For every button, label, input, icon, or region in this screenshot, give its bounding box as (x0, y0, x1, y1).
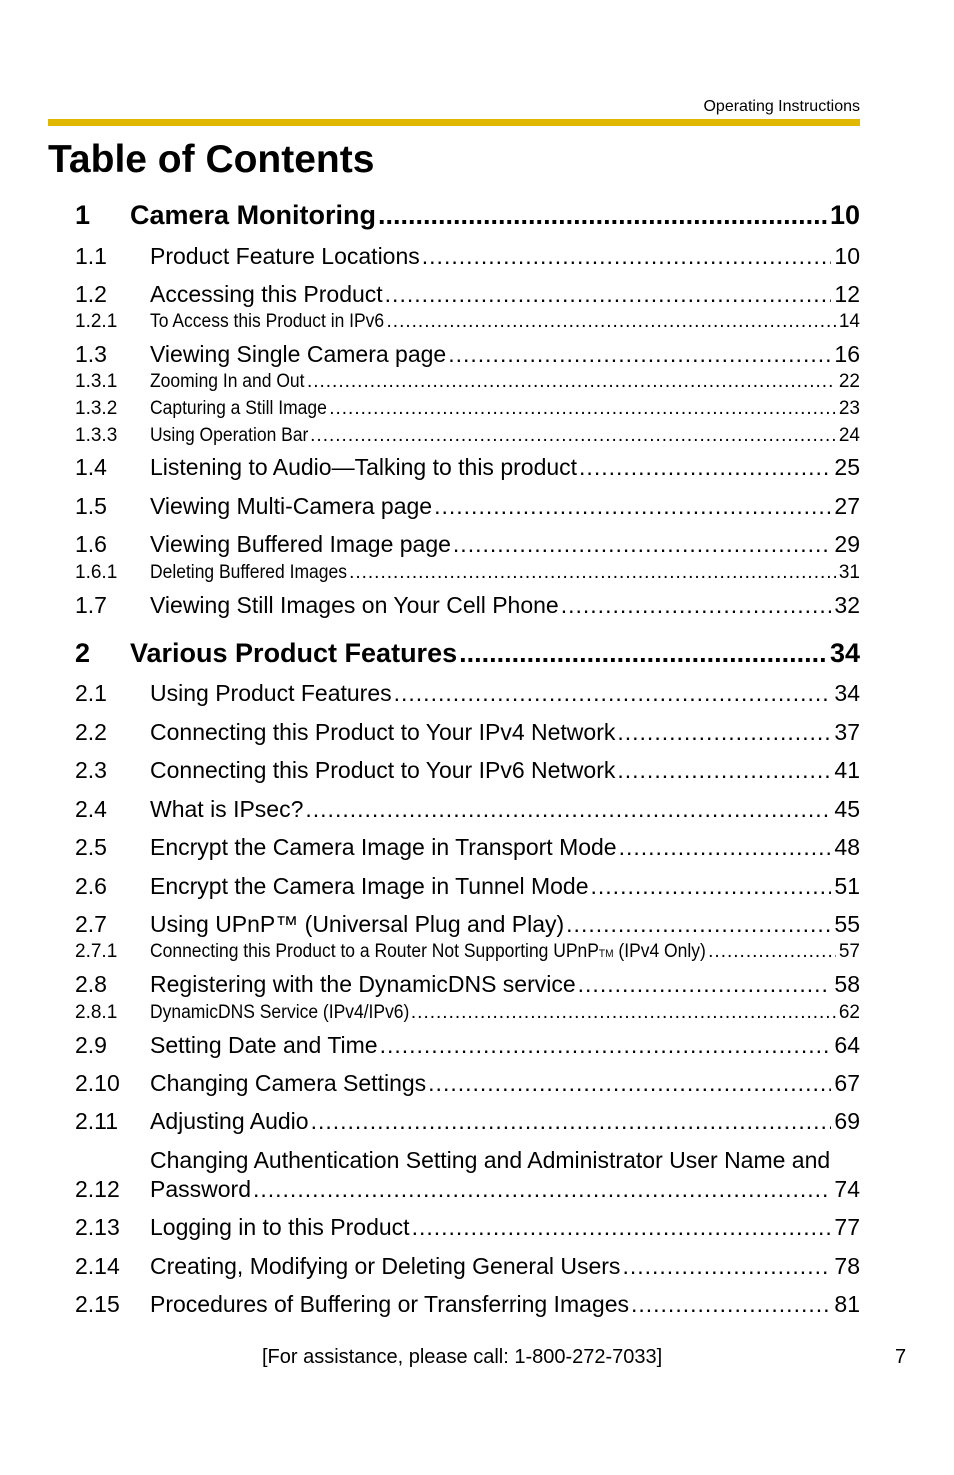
toc-entry-page: 22 (838, 371, 860, 392)
toc-entry-title (150, 425, 308, 447)
toc-entry-title (150, 834, 617, 861)
title-text: Using Product Features (150, 680, 392, 706)
toc-entry-number: 2.3 (75, 757, 107, 783)
title-text: Changing Camera Settings (150, 1070, 427, 1096)
page-number: 7 (895, 1346, 907, 1368)
title-text: Zooming In and Out (150, 371, 305, 392)
toc-entry-title (150, 493, 432, 520)
toc-entry[interactable] (75, 1291, 860, 1318)
toc-entry-number: 2.10 (75, 1070, 120, 1096)
toc-entry[interactable] (75, 1032, 860, 1059)
toc-entry-title (150, 531, 451, 558)
dot-leader (385, 281, 832, 308)
toc-entry[interactable] (75, 1176, 860, 1203)
toc-entry[interactable] (75, 1253, 860, 1280)
toc-entry-number: 1.4 (75, 454, 107, 480)
dot-leader (434, 493, 831, 520)
toc-entry-number: 2.8.1 (75, 1002, 118, 1023)
toc-entry-title-line1: Changing Authentication Setting and Administrator User Name and (150, 1147, 831, 1173)
title-text: Connecting this Product to a Router Not Supporting UPnP (150, 941, 599, 962)
title-text: Viewing Single Camera page (150, 341, 447, 367)
title-text: Viewing Still Images on Your Cell Phone (150, 592, 559, 618)
dot-leader (708, 941, 836, 963)
dot-leader (411, 1002, 836, 1024)
title-text: Connecting this Product to Your IPv4 Network (150, 719, 616, 745)
toc-entry-title (150, 941, 706, 963)
toc-entry-number: 1 (75, 200, 91, 230)
toc-entry-number: 1.3.2 (75, 398, 118, 419)
title-text: Creating, Modifying or Deleting General Users (150, 1253, 621, 1279)
toc-entry[interactable] (75, 834, 860, 861)
toc-entry[interactable] (75, 341, 860, 368)
title-text: Connecting this Product to Your IPv6 Network (150, 757, 616, 783)
dot-leader (631, 1291, 831, 1318)
toc-entry-title (150, 454, 577, 481)
toc-entry-page: 14 (838, 311, 860, 332)
toc-entry[interactable] (75, 1070, 860, 1097)
toc-entry-number: 2.6 (75, 873, 107, 899)
header-rule (48, 119, 860, 126)
toc-entry[interactable] (75, 911, 860, 938)
toc-entry-title (150, 680, 392, 707)
toc-entry[interactable] (75, 425, 860, 447)
toc-entry-number: 1.1 (75, 243, 107, 269)
title-text: Product Feature Locations (150, 243, 420, 269)
toc-entry[interactable] (75, 796, 860, 823)
toc-entry-number: 2.14 (75, 1253, 120, 1279)
dot-leader (617, 757, 831, 784)
toc-entry-number: 1.2.1 (75, 311, 118, 332)
title-text: Capturing a Still Image (150, 398, 327, 419)
toc-entry[interactable] (75, 971, 860, 998)
toc-entry-page: 37 (834, 719, 860, 745)
toc-entry-page: 62 (838, 1002, 860, 1023)
toc-entry[interactable] (75, 1002, 860, 1024)
toc-entry-page: 41 (834, 757, 860, 783)
toc-entry-number: 1.3.3 (75, 425, 118, 446)
title-text: Camera Monitoring (130, 200, 377, 230)
dot-leader (617, 719, 831, 746)
dot-leader (453, 531, 831, 558)
toc-entry-title (150, 398, 327, 420)
toc-entry-page: 23 (838, 398, 860, 419)
toc-entry[interactable] (75, 311, 860, 333)
title-suffix: (IPv4 Only) (613, 941, 706, 962)
toc-entry[interactable] (75, 371, 860, 393)
toc-entry-page: 48 (834, 834, 860, 860)
title-text: Adjusting Audio (150, 1108, 309, 1134)
toc-entry-number: 1.6.1 (75, 562, 118, 583)
toc-entry-number: 2.7 (75, 911, 107, 937)
title-text: What is IPsec? (150, 796, 304, 822)
toc-entry-title (130, 200, 376, 231)
toc-entry-page: 12 (834, 281, 860, 307)
toc-entry-page: 24 (838, 425, 860, 446)
dot-leader (622, 1253, 831, 1280)
toc-entry-title (150, 243, 420, 270)
toc-entry-title (150, 562, 347, 584)
dot-leader (387, 311, 836, 333)
toc-entry-page: 81 (834, 1291, 860, 1317)
dot-leader (591, 873, 832, 900)
toc-entry[interactable] (75, 592, 860, 619)
toc-entry-page: 31 (838, 562, 860, 583)
toc-entry-number: 1.7 (75, 592, 107, 618)
dot-leader (311, 1108, 832, 1135)
toc-entry[interactable] (75, 562, 860, 584)
toc-entry-page: 77 (834, 1214, 860, 1240)
toc-entry-page: 10 (834, 243, 860, 269)
toc-entry-number: 2.13 (75, 1214, 120, 1240)
toc-entry[interactable] (75, 493, 860, 520)
toc-entry-title (150, 1108, 309, 1135)
toc-entry-title (150, 281, 383, 308)
dot-leader (253, 1176, 831, 1203)
dot-leader (412, 1214, 832, 1241)
toc-entry-title (150, 371, 305, 393)
toc-entry-page: 57 (838, 941, 860, 962)
toc-entry-title (150, 971, 576, 998)
toc-entry[interactable] (75, 757, 860, 784)
title-text: DynamicDNS Service (IPv4/IPv6) (150, 1002, 410, 1023)
toc-entry[interactable] (75, 454, 860, 481)
toc-entry-number: 2 (75, 638, 91, 668)
toc-entry-title (150, 1032, 378, 1059)
title-text: To Access this Product in IPv6 (150, 311, 385, 332)
title-text: Listening to Audio—Talking to this product (150, 454, 578, 480)
dot-leader (394, 680, 832, 707)
title-text: Accessing this Product (150, 281, 383, 307)
toc-entry[interactable] (75, 941, 860, 963)
toc-entry[interactable] (75, 873, 860, 900)
toc-entry[interactable] (75, 680, 860, 707)
dot-leader (428, 1070, 831, 1097)
toc-entry-page: 32 (834, 592, 860, 618)
dot-leader (380, 1032, 832, 1059)
toc-entry-title (150, 1291, 629, 1318)
toc-entry[interactable] (75, 531, 860, 558)
dot-leader (459, 638, 827, 669)
toc-entry-title (150, 1214, 410, 1241)
toc-entry-title (150, 1002, 409, 1024)
toc-chapter[interactable] (75, 638, 860, 669)
toc-entry-page: 74 (834, 1176, 860, 1202)
toc-entry-number: 1.5 (75, 493, 107, 519)
toc-entry-page: 55 (834, 911, 860, 937)
title-text: Encrypt the Camera Image in Transport Mode (150, 834, 617, 860)
dot-leader (448, 341, 831, 368)
toc-entry-number: 2.11 (75, 1108, 119, 1134)
dot-leader (566, 911, 831, 938)
title-text: Logging in to this Product (150, 1214, 410, 1240)
title-text: Registering with the DynamicDNS service (150, 971, 576, 997)
dot-leader (578, 971, 832, 998)
document-header: Operating Instructions (703, 98, 860, 115)
title-text: Viewing Multi-Camera page (150, 493, 433, 519)
dot-leader (307, 371, 836, 393)
toc-entry-number: 2.5 (75, 834, 107, 860)
toc-entry-page: 16 (834, 341, 860, 367)
title-text: Setting Date and Time (150, 1032, 378, 1058)
toc-entry-number: 2.2 (75, 719, 107, 745)
toc-entry-title (150, 1070, 426, 1097)
toc-entry[interactable] (75, 398, 860, 420)
toc-chapter[interactable] (75, 200, 860, 231)
toc-entry-page: 51 (834, 873, 860, 899)
dot-leader (349, 562, 836, 584)
toc-entry-number: 1.3 (75, 341, 107, 367)
toc-entry-number: 1.6 (75, 531, 107, 557)
dot-leader (329, 398, 836, 420)
toc-entry-page: 10 (829, 200, 860, 230)
title-text: Using UPnP™ (Universal Plug and Play) (150, 911, 565, 937)
toc-entry-number: 2.12 (75, 1176, 120, 1202)
toc-entry-page: 78 (834, 1253, 860, 1279)
title-text: Various Product Features (130, 638, 458, 668)
page-title: Table of Contents (48, 138, 375, 181)
dot-leader (310, 425, 836, 447)
assistance-footer: [For assistance, please call: 1-800-272-7033] (262, 1346, 663, 1368)
toc-entry-number: 2.1 (75, 680, 107, 706)
toc-entry-page: 69 (834, 1108, 860, 1134)
toc-entry[interactable] (75, 1108, 860, 1135)
dot-leader (422, 243, 832, 270)
toc-entry-title (150, 911, 564, 938)
toc-entry-number: 2.15 (75, 1291, 120, 1317)
toc-entry[interactable] (75, 1214, 860, 1241)
toc-entry-page: 29 (834, 531, 860, 557)
toc-entry-title (150, 1176, 251, 1203)
toc-entry[interactable] (75, 281, 860, 308)
title-text: Deleting Buffered Images (150, 562, 347, 583)
toc-entry-title (130, 638, 457, 669)
dot-leader (579, 454, 831, 481)
dot-leader (378, 200, 827, 231)
title-text: Procedures of Buffering or Transferring Images (150, 1291, 629, 1317)
toc-entry-page: 34 (834, 680, 860, 706)
dot-leader (561, 592, 832, 619)
toc-entry-page: 34 (829, 638, 860, 668)
toc-entry-page: 58 (834, 971, 860, 997)
toc-entry-number: 1.3.1 (75, 371, 118, 392)
toc-entry-title (150, 592, 559, 619)
toc-entry-title (150, 719, 615, 746)
dot-leader (619, 834, 832, 861)
toc-entry-page: 45 (834, 796, 860, 822)
toc-entry-title (150, 341, 446, 368)
trademark: TM (598, 948, 614, 960)
toc-entry-title (150, 873, 589, 900)
toc-entry-page: 67 (834, 1070, 860, 1096)
toc-entry-title (150, 311, 384, 333)
toc-entry[interactable] (75, 243, 860, 270)
toc-entry-page: 25 (834, 454, 860, 480)
toc-entry-number: 1.2 (75, 281, 107, 307)
toc-entry-number: 2.9 (75, 1032, 107, 1058)
toc-entry-page: 27 (834, 493, 860, 519)
toc-entry-number: 2.8 (75, 971, 107, 997)
title-text: Viewing Buffered Image page (150, 531, 451, 557)
dot-leader (305, 796, 831, 823)
title-text: Encrypt the Camera Image in Tunnel Mode (150, 873, 589, 899)
title-text: Password (150, 1176, 251, 1202)
toc-entry-number: 2.4 (75, 796, 107, 822)
toc-entry-title (150, 757, 615, 784)
title-text: Using Operation Bar (150, 425, 309, 446)
toc-entry-number: 2.7.1 (75, 941, 118, 962)
toc-entry[interactable] (75, 719, 860, 746)
toc-entry-title (150, 1253, 620, 1280)
toc-entry-title (150, 796, 303, 823)
toc-entry-page: 64 (834, 1032, 860, 1058)
